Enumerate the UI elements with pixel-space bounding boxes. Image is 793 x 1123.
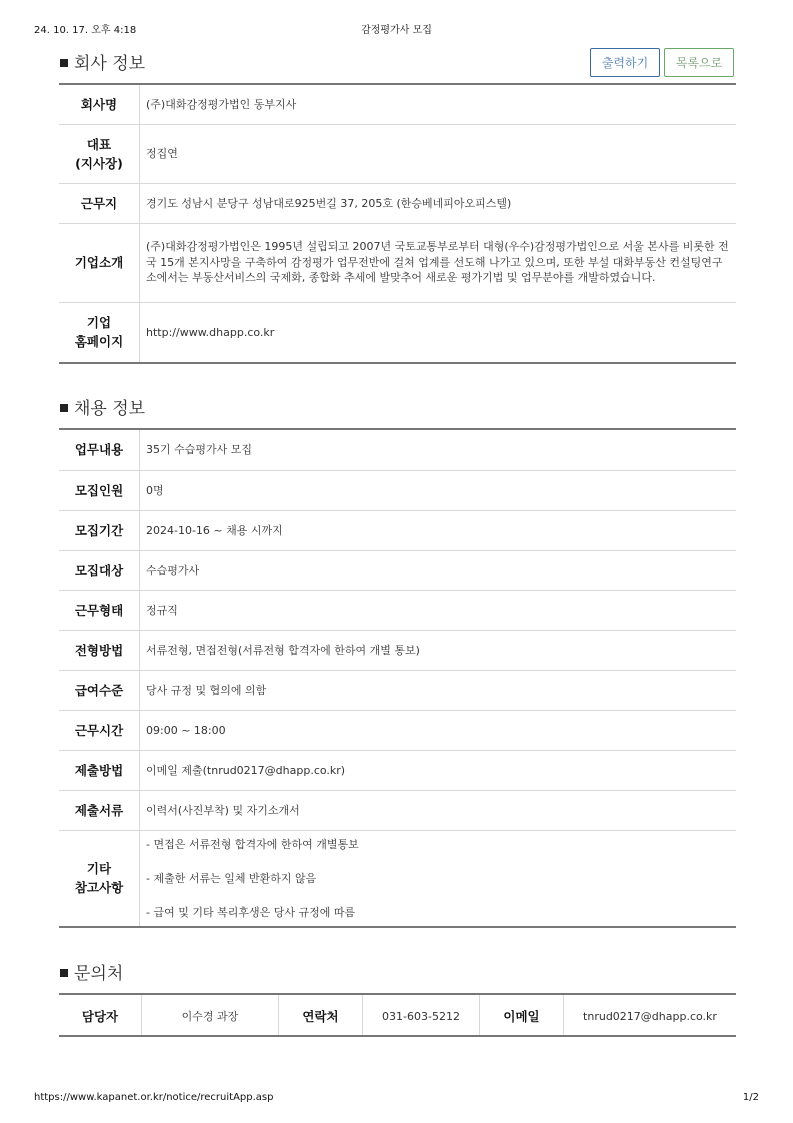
table-row (59, 830, 736, 926)
table-row (59, 750, 736, 790)
contact-email-label: 이메일 (480, 995, 564, 1037)
contact-table (59, 995, 736, 1037)
homepage-label (59, 302, 140, 362)
company-section-title (60, 49, 145, 74)
ceo-label-line2: (지사장) (75, 155, 123, 171)
company-intro-value: (주)대화감정평가법인은 1995년 설립되고 2007년 국토교통부로부터 대형(우수)감정평가법인으로 서울 본사를 비롯한 전국 15개 본지사망을 구축하여 감정평가 업무전반에 걸쳐 업계를 선도해 나가고 있으며, 또한 부설 대화부동산 컨설팅연구소에서는 부동산서비스의 국제화, 종합화 추세에 발맞추어 새로운 평가기법 및 업무분야를 개발하였습니다. (140, 223, 737, 302)
recruit-section-title-text: 채용 정보 (74, 399, 146, 419)
period-label: 모집기간 (59, 510, 140, 550)
company-info-table (59, 85, 736, 362)
work-hours-label: 근무시간 (59, 710, 140, 750)
headcount-label: 모집인원 (59, 470, 140, 510)
note-line: - 급여 및 기타 복리후생은 당사 규정에 따름 (146, 905, 356, 919)
table-row (59, 710, 736, 750)
workplace-label: 근무지 (59, 183, 140, 223)
company-table-bottom-border (59, 362, 736, 364)
salary-value: 당사 규정 및 협의에 의함 (140, 670, 737, 710)
workplace-value: 경기도 성남시 분당구 성남대로925번길 37, 205호 (한승베네피아오피스텔) (140, 183, 737, 223)
company-intro-label: 기업소개 (59, 223, 140, 302)
company-section-title-text: 회사 정보 (74, 54, 146, 74)
table-row (59, 995, 736, 1037)
table-row (59, 550, 736, 590)
action-buttons (590, 48, 734, 77)
homepage-label-line2: 홈페이지 (74, 334, 124, 350)
employment-type-value: 정규직 (140, 590, 737, 630)
work-hours-value: 09:00 ~ 18:00 (140, 710, 737, 750)
note-line: - 제출한 서류는 일체 반환하지 않음 (146, 871, 317, 885)
print-date: 24. 10. 17. 오후 4:18 (34, 25, 137, 36)
contact-phone-value: 031-603-5212 (363, 995, 480, 1037)
note-line: - 면접은 서류전형 합격자에 한하여 개별통보 (146, 837, 359, 851)
target-label: 모집대상 (59, 550, 140, 590)
period-value: 2024-10-16 ~ 채용 시까지 (140, 510, 737, 550)
homepage-link[interactable]: http://www.dhapp.co.kr (146, 325, 275, 339)
table-row (59, 510, 736, 550)
bullet-square-icon (60, 404, 68, 412)
ceo-label (59, 124, 140, 183)
job-description-value: 35기 수습평가사 모집 (140, 430, 737, 470)
table-row (59, 302, 736, 362)
table-row (59, 470, 736, 510)
contact-phone-label: 연락처 (279, 995, 363, 1037)
print-button[interactable]: 출력하기 (590, 48, 660, 77)
notes-label-line2: 참고사항 (74, 880, 124, 896)
selection-method-value: 서류전형, 면접전형(서류전형 합격자에 한하여 개별 통보) (140, 630, 737, 670)
table-row (59, 630, 736, 670)
contact-email-value: tnrud0217@dhapp.co.kr (583, 1009, 717, 1023)
contact-section-title (60, 959, 123, 984)
bullet-square-icon (60, 59, 68, 67)
notes-label (59, 830, 140, 926)
print-doc-title: 감정평가사 모집 (361, 25, 432, 36)
contact-section-title-text: 문의처 (74, 964, 124, 984)
submission-method-label: 제출방법 (59, 750, 140, 790)
recruit-table-bottom-border (59, 926, 736, 928)
table-row (59, 790, 736, 830)
documents-label: 제출서류 (59, 790, 140, 830)
table-row (59, 590, 736, 630)
company-name-label: 회사명 (59, 85, 140, 124)
salary-label: 급여수준 (59, 670, 140, 710)
table-row (59, 670, 736, 710)
contact-table-bottom-border (59, 1035, 736, 1037)
contact-person-value: 이수경 과장 (142, 995, 279, 1037)
print-header (34, 21, 759, 35)
notes-label-line1: 기타 (86, 861, 112, 877)
contact-person-label: 담당자 (59, 995, 142, 1037)
target-value: 수습평가사 (140, 550, 737, 590)
submission-method-value: 이메일 제출(tnrud0217@dhapp.co.kr) (140, 750, 737, 790)
employment-type-label: 근무형태 (59, 590, 140, 630)
table-row (59, 85, 736, 124)
table-row (59, 223, 736, 302)
table-row (59, 430, 736, 470)
recruit-section-title (60, 394, 145, 419)
ceo-label-line1: 대표 (86, 136, 112, 152)
job-description-label: 업무내용 (59, 430, 140, 470)
table-row (59, 124, 736, 183)
notes-value (140, 830, 737, 926)
page-number: 1/2 (742, 1092, 759, 1103)
list-button[interactable]: 목록으로 (664, 48, 734, 77)
company-name-value: (주)대화감정평가법인 동부지사 (140, 85, 737, 124)
recruit-info-table (59, 430, 736, 926)
print-url: https://www.kapanet.or.kr/notice/recruitApp.asp (34, 1092, 274, 1103)
homepage-label-line1: 기업 (86, 315, 112, 331)
documents-value: 이력서(사진부착) 및 자기소개서 (140, 790, 737, 830)
print-footer (34, 1092, 759, 1106)
bullet-square-icon (60, 969, 68, 977)
table-row (59, 183, 736, 223)
ceo-value: 정집연 (140, 124, 737, 183)
selection-method-label: 전형방법 (59, 630, 140, 670)
headcount-value: 0명 (140, 470, 737, 510)
